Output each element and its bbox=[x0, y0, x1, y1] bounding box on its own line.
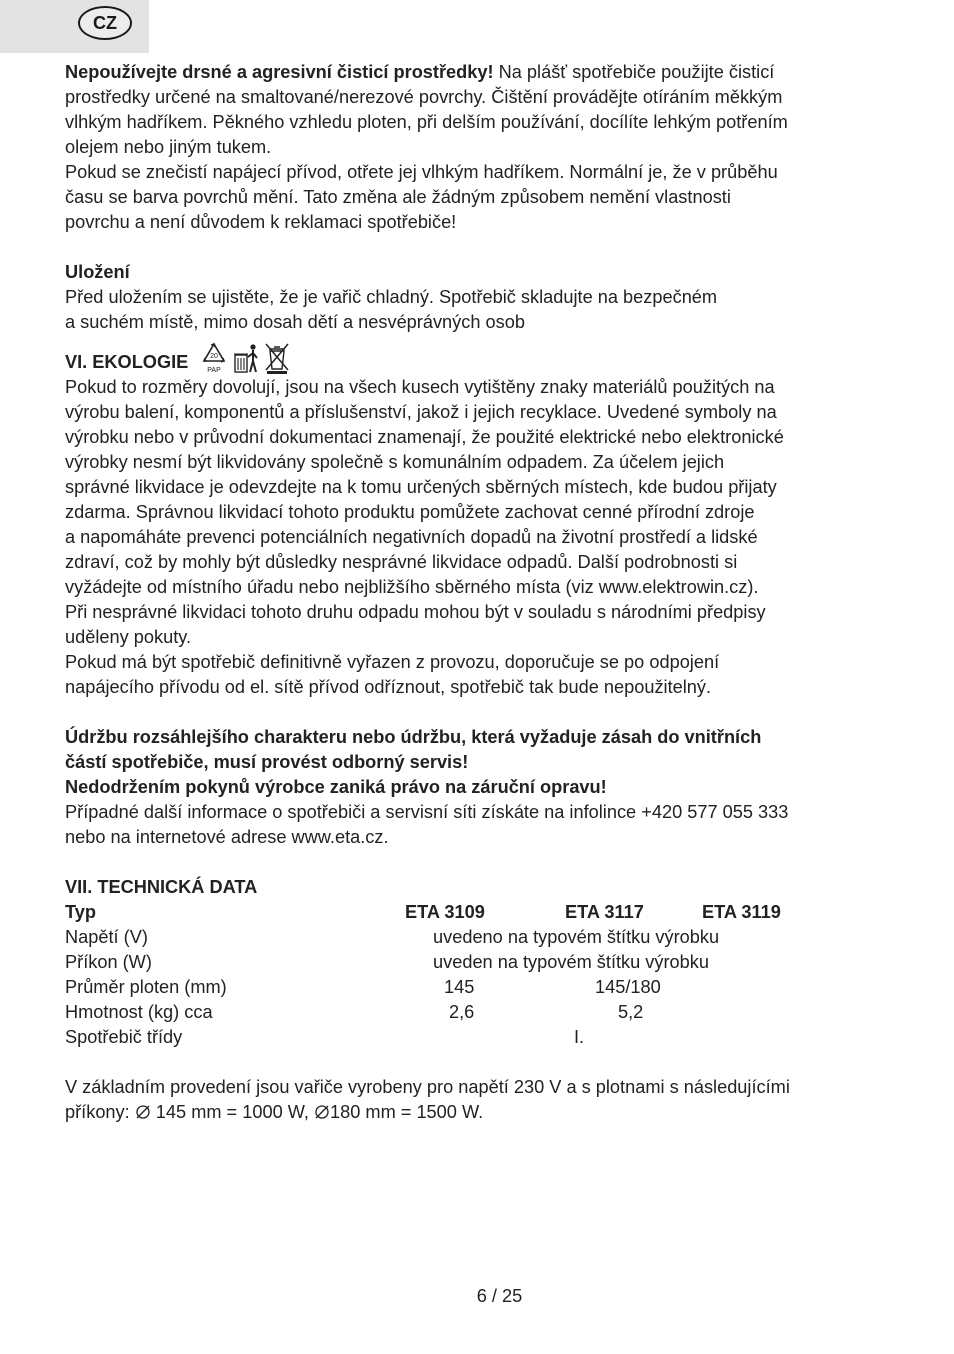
recycle-pap-icon bbox=[200, 341, 228, 375]
cleaning-line-2: prostředky určené na smaltované/nerezové povrchy. Čištění provádějte otíráním měkkým bbox=[65, 87, 783, 107]
service-line-1: Případné další informace o spotřebiči a servisní síti získáte na infolince +420 577 055 333 bbox=[65, 802, 789, 822]
cleaning-line-4: olejem nebo jiným tukem. bbox=[65, 137, 272, 157]
diameter-icon bbox=[135, 1104, 151, 1120]
service-line-2: nebo na internetové adrese www.eta.cz. bbox=[65, 827, 389, 847]
ecology-heading: VI. EKOLOGIE bbox=[65, 352, 189, 372]
cleaning-line-5: Pokud se znečistí napájecí přívod, otřete jej vlhkým hadříkem. Normální je, že v průběhu bbox=[65, 162, 778, 182]
tech-row-class: Spotřebič třídy I. bbox=[65, 1027, 585, 1047]
service-bold-2: částí spotřebiče, musí provést odborný servis! bbox=[65, 752, 469, 772]
tech-table-header: Typ ETA 3109 ETA 3117 ETA 3119 bbox=[65, 902, 781, 922]
storage-line-1: Před uložením se ujistěte, že je vařič chladný. Spotřebič skladujte na bezpečném bbox=[65, 287, 718, 307]
ecology-line-8: zdraví, což by mohly být důsledky nesprávné likvidace odpadů. Další podrobnosti si bbox=[65, 552, 738, 572]
ecology-heading-row bbox=[65, 335, 895, 375]
tech-row-voltage: Napětí (V) uvedeno na typovém štítku výrobku bbox=[65, 927, 720, 947]
storage-line-2: a suchém místě, mimo dosah dětí a nesvéprávných osob bbox=[65, 312, 525, 332]
tech-row-power: Příkon (W) uveden na typovém štítku výrobku bbox=[65, 952, 709, 972]
ecology-line-7: a napomáháte prevenci potenciálních negativních dopadů na životní prostředí a lidské bbox=[65, 527, 758, 547]
cleaning-warning: Nepoužívejte drsné a agresivní čisticí prostředky! bbox=[65, 62, 494, 82]
crossed-bin-icon bbox=[264, 341, 290, 375]
ecology-line-3: výrobku nebo v průvodní dokumentaci znamenají, že použité elektrické nebo elektronické bbox=[65, 427, 784, 447]
service-bold-3: Nedodržením pokynů výrobce zaniká právo na záruční opravu! bbox=[65, 777, 607, 797]
tech-note-line-2: příkony: 145 mm = 1000 W, 180 mm = 1500 W. bbox=[65, 1102, 484, 1122]
ecology-line-5: správné likvidace je odevzdejte na k tomu určených sběrných místech, kde budou přijaty bbox=[65, 477, 777, 497]
bin-figure-icon bbox=[232, 341, 260, 375]
cleaning-line-3: vlhkým hadříkem. Pěkného vzhledu ploten, při delším používání, docílíte lehkým potřením bbox=[65, 112, 788, 132]
tech-heading: VII. TECHNICKÁ DATA bbox=[65, 877, 258, 897]
diameter-icon bbox=[314, 1104, 330, 1120]
tech-note-line-1: V základním provedení jsou vařiče vyrobeny pro napětí 230 V a s plotnami s následujícími bbox=[65, 1077, 790, 1097]
svg-text:PAP: PAP bbox=[207, 367, 222, 374]
svg-text:20: 20 bbox=[210, 353, 219, 360]
storage-heading: Uložení bbox=[65, 262, 130, 282]
document-body bbox=[65, 60, 895, 1125]
ecology-line-1: Pokud to rozměry dovolují, jsou na všech kusech vytištěny znaky materiálů použitých na bbox=[65, 377, 775, 397]
ecology-line-2: výrobu balení, komponentů a příslušenství, jakož i jejich recyklace. Uvedené symboly na bbox=[65, 402, 777, 422]
service-bold-1: Údržbu rozsáhlejšího charakteru nebo údržbu, která vyžaduje zásah do vnitřních bbox=[65, 727, 762, 747]
tech-row-weight: Hmotnost (kg) cca 2,6 5,2 bbox=[65, 1002, 644, 1022]
ecology-line-4: výrobky nesmí být likvidovány společně s komunálním odpadem. Za účelem jejich bbox=[65, 452, 725, 472]
cleaning-line-1: Nepoužívejte drsné a agresivní čisticí prostředky! Na plášť spotřebiče použijte čisticí bbox=[65, 62, 775, 82]
ecology-line-6: zdarma. Správnou likvidací tohoto produktu pomůžete zachovat cenné přírodní zdroje bbox=[65, 502, 755, 522]
ecology-line-9: vyžádejte od místního úřadu nebo nejbližšího sběrného místa (viz www.elektrowin.cz). bbox=[65, 577, 759, 597]
cleaning-line-7: povrchu a není důvodem k reklamaci spotřebiče! bbox=[65, 212, 457, 232]
ecology-line-12: Pokud má být spotřebič definitivně vyřazen z provozu, doporučuje se po odpojení bbox=[65, 652, 720, 672]
language-tab bbox=[0, 0, 149, 53]
ecology-line-13: napájecího přívodu od el. sítě přívod odříznout, spotřebič tak bude nepoužitelný. bbox=[65, 677, 712, 697]
ecology-line-11: uděleny pokuty. bbox=[65, 627, 192, 647]
page-number: 6 / 25 bbox=[476, 1286, 523, 1306]
tech-row-diameter: Průměr ploten (mm) 145 145/180 bbox=[65, 977, 661, 997]
language-badge: CZ bbox=[78, 6, 132, 40]
cleaning-line-6: času se barva povrchů mění. Tato změna ale žádným způsobem nemění vlastnosti bbox=[65, 187, 731, 207]
ecology-line-10: Při nesprávné likvidaci tohoto druhu odpadu mohou být v souladu s národními předpisy bbox=[65, 602, 766, 622]
